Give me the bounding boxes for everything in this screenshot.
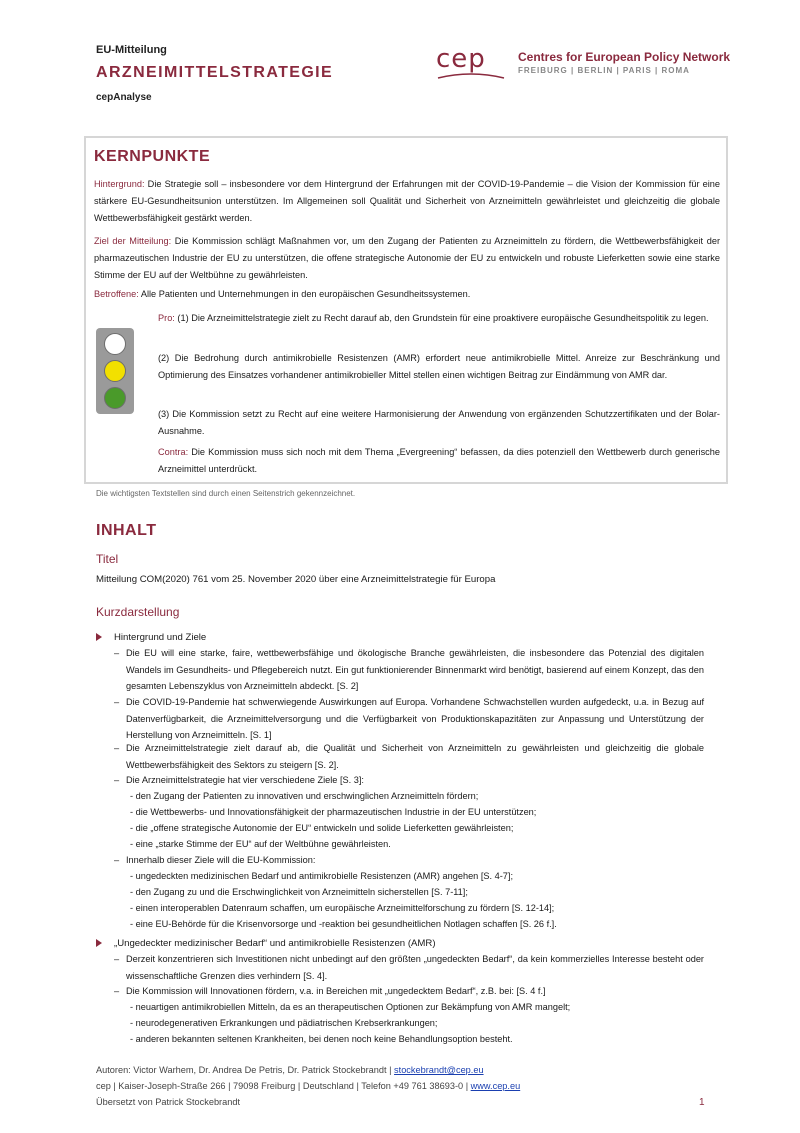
sub-list-item: - anderen bekannten seltenen Krankheiten, bei denen noch keine Behandlungsoption besteht.	[130, 1034, 513, 1044]
sub-list-item: - eine EU-Behörde für die Krisenvorsorge und -reaktion bei gesundheitlichen Notlagen schaffen [S. 26 f.].	[130, 919, 557, 929]
page-number: 1	[699, 1097, 705, 1108]
pro-paragraph-2: (2) Die Bedrohung durch antimikrobielle Resistenzen (AMR) erfordert neue antimikrobielle Mittel. Anreize zur Beschränkung und Optimierung des Einsatzes vorhandener antimikrobieller Mittel stellen einen wichtigen Beitrag zur Eindämmung von AMR dar.	[158, 353, 720, 380]
sub-list-item: - neuartigen antimikrobiellen Mitteln, da es an therapeutischen Optionen zur Bekämpfung von AMR mangelt;	[130, 1002, 571, 1012]
footnote: Die wichtigsten Textstellen sind durch einen Seitenstrich gekennzeichnet.	[96, 489, 356, 498]
sub-list-item: - die „offene strategische Autonomie der EU“ entwickeln und solide Lieferketten gewährleisten;	[130, 823, 514, 833]
analysis-label: cepAnalyse	[96, 92, 152, 103]
bullet-background-goals	[96, 632, 206, 643]
traffic-light-yellow	[104, 360, 126, 382]
affected-label: Betroffene:	[94, 289, 139, 299]
list-item-text: Die Arzneimittelstrategie zielt darauf ab, die Qualität und Sicherheit von Arzneimitteln zu gewährleisten und gleichzeitig die globale Wettbewerbsfähigkeit des Sektors zu steigern [S. 2].	[126, 743, 704, 770]
list-item-text: Die COVID-19-Pandemie hat schwerwiegende Auswirkungen auf Europa. Vorhandene Schwachstellen wurden aufgedeckt, u.a. in Bezug auf Datenverfügbarkeit, die Arzneimittelversorgung und die Verfügbarkeit von Produktionskapazitäten zur Anpassung und Unterstützung der Herstellung von Arzneimitteln. [S. 1]	[126, 697, 704, 740]
sub-list-item: - den Zugang der Patienten zu innovativen und erschwinglichen Arzneimitteln fördern;	[130, 791, 479, 801]
eu-label: EU-Mitteilung	[96, 44, 167, 56]
list-item-text: Innerhalb dieser Ziele will die EU-Kommission:	[126, 855, 316, 865]
sub-list-item: - einen interoperablen Datenraum schaffen, um europäische Arzneimittelforschung zu fördern [S. 12-14];	[130, 903, 555, 913]
list-item: – Derzeit konzentrieren sich Investitionen nicht unbedingt auf den größten „ungedeckten Bedarf“, da kein kommerzielles Interesse besteht oder wissenschaftliche Grenzen dies verhindern [S. 4].	[114, 951, 704, 984]
triangle-bullet-icon	[96, 633, 102, 641]
list-item-text: Die EU will eine starke, faire, wettbewerbsfähige und ökologische Branche gewährleisten, die insbesondere das Potenzial des digitalen Wandels im Gesundheits- und Pflegebereich nutzt. Ein gut funktionierender Binnenmarkt wird benötigt, basierend auf einem Konzept, das den gesamten Lebenszyklus von Arzneimitteln abdeckt. [S. 2]	[126, 648, 704, 691]
cep-logo	[436, 44, 736, 84]
footer-authors	[96, 1065, 484, 1075]
footer-authors-text: Autoren: Victor Warhem, Dr. Andrea De Petris, Dr. Patrick Stockebrandt |	[96, 1065, 395, 1075]
list-item-text: Derzeit konzentrieren sich Investitionen nicht unbedingt auf den größten „ungedeckten Bedarf“, da kein kommerzielles Interesse besteht oder wissenschaftliche Grenzen dies verhindern [S. 4].	[126, 954, 704, 981]
sub-list-item: - eine „starke Stimme der EU“ auf der Weltbühne gewährleisten.	[130, 839, 391, 849]
list-item: – Die Kommission will Innovationen fördern, v.a. in Bereichen mit „ungedecktem Bedarf“, z.B. bei: [S. 4 f.]	[114, 983, 704, 1000]
titel-heading: Titel	[96, 552, 119, 566]
footer-translator: Übersetzt von Patrick Stockebrandt	[96, 1097, 241, 1107]
logo-swoosh-icon	[436, 72, 506, 82]
logo-name: Centres for European Policy Network	[518, 50, 731, 64]
goal-label: Ziel der Mitteilung:	[94, 236, 172, 246]
content-title: INHALT	[96, 522, 157, 539]
list-item-text: Die Kommission will Innovationen fördern, v.a. in Bereichen mit „ungedecktem Bedarf“, z.B. bei: [S. 4 f.]	[126, 986, 546, 996]
traffic-light-white	[104, 333, 126, 355]
goal-paragraph	[94, 233, 720, 284]
pro-paragraph-1	[158, 310, 720, 327]
sub-list-item: - neurodegenerativen Erkrankungen und pädiatrischen Krebserkrankungen;	[130, 1018, 438, 1028]
key-points-title: KERNPUNKTE	[94, 148, 211, 165]
bullet-background-goals-label: Hintergrund und Ziele	[114, 632, 207, 643]
contra-text: Die Kommission muss sich noch mit dem Thema „Evergreening“ befassen, da dies potenziell den Wettbewerb durch generische Arzneimittel unterdrückt.	[158, 447, 720, 474]
contra-paragraph	[158, 444, 720, 478]
pro-text-1: (1) Die Arzneimittelstrategie zielt zu Recht darauf ab, den Grundstein für eine proaktivere europäische Gesundheitspolitik zu legen.	[174, 313, 709, 323]
list-item: – Die Arzneimittelstrategie zielt darauf ab, die Qualität und Sicherheit von Arzneimitteln zu gewährleisten und gleichzeitig die globale Wettbewerbsfähigkeit des Sektors zu steigern [S. 2].	[114, 740, 704, 773]
summary-heading: Kurzdarstellung	[96, 605, 180, 619]
key-points-box	[84, 136, 728, 484]
document-title: ARZNEIMITTELSTRATEGIE	[96, 64, 334, 81]
website-link[interactable]: www.cep.eu	[470, 1081, 521, 1091]
triangle-bullet-icon	[96, 939, 102, 947]
bullet-unmet-need-label: „Ungedeckter medizinischer Bedarf“ und antimikrobielle Resistenzen (AMR)	[114, 938, 436, 949]
traffic-light-green	[104, 387, 126, 409]
pro-paragraph-3: (3) Die Kommission setzt zu Recht auf eine weitere Harmonisierung der Anwendung von ergänzenden Schutzzertifikaten und der Bolar-Ausnahme.	[158, 409, 720, 436]
bullet-unmet-need	[96, 938, 436, 949]
list-item: – Innerhalb dieser Ziele will die EU-Kommission:	[114, 852, 704, 869]
titel-text: Mitteilung COM(2020) 761 vom 25. November 2020 über eine Arzneimittelstrategie für Europa	[96, 574, 496, 585]
contra-label: Contra:	[158, 447, 189, 457]
footer-address	[96, 1081, 520, 1091]
logo-cities: FREIBURG | BERLIN | PARIS | ROMA	[518, 66, 690, 75]
pro-label: Pro:	[158, 313, 175, 323]
sub-list-item: - den Zugang zu und die Erschwinglichkeit von Arzneimitteln sicherstellen [S. 7-11];	[130, 887, 468, 897]
background-text: Die Strategie soll – insbesondere vor dem Hintergrund der Erfahrungen mit der COVID-19-Pandemie – die Vision der Kommission für eine stärkere EU-Gesundheitsunion unterstützen. Im Allgemeinen soll Qualität und Sicherheit von Arzneimitteln gewährleistet und gleichzeitig die globale Wettbewerbsfähigkeit gestärkt werden.	[94, 179, 720, 223]
sub-list-item: - die Wettbewerbs- und Innovationsfähigkeit der pharmazeutischen Industrie in der EU unterstützen;	[130, 807, 537, 817]
footer-address-text: cep | Kaiser-Joseph-Straße 266 | 79098 Freiburg | Deutschland | Telefon +49 761 38693-0 |	[96, 1081, 471, 1091]
goal-text: Die Kommission schlägt Maßnahmen vor, um den Zugang der Patienten zu Arzneimitteln zu fördern, die Wettbewerbsfähigkeit der pharmazeutischen Industrie der EU zu unterstützen, die offene strategische Autonomie der EU zu entwickeln und robuste Lieferketten sowie eine starke Stimme der EU auf der Weltbühne zu gewährleisten.	[94, 236, 720, 280]
list-item-text: Die Arzneimittelstrategie hat vier verschiedene Ziele [S. 3]:	[126, 775, 364, 785]
document-header	[96, 44, 333, 103]
sub-list-item: - ungedeckten medizinischen Bedarf und antimikrobielle Resistenzen (AMR) angehen [S. 4-7];	[130, 871, 514, 881]
background-label: Hintergrund:	[94, 179, 145, 189]
logo-wordmark: cep	[436, 44, 486, 74]
list-item: – Die Arzneimittelstrategie hat vier verschiedene Ziele [S. 3]:	[114, 772, 704, 789]
author-email-link[interactable]: stockebrandt@cep.eu	[394, 1065, 484, 1075]
affected-text: Alle Patienten und Unternehmungen in den europäischen Gesundheitssystemen.	[138, 289, 471, 299]
list-item: – Die EU will eine starke, faire, wettbewerbsfähige und ökologische Branche gewährleisten, die insbesondere das Potenzial des digitalen Wandels im Gesundheits- und Pflegebereich nutzt. Ein gut funktionierender Binnenmarkt wird benötigt, basierend auf einem Konzept, das den gesamten Lebenszyklus von Arzneimitteln abdeckt. [S. 2]	[114, 645, 704, 695]
background-paragraph	[94, 176, 720, 227]
list-item: – Die COVID-19-Pandemie hat schwerwiegende Auswirkungen auf Europa. Vorhandene Schwachstellen wurden aufgedeckt, u.a. in Bezug auf Datenverfügbarkeit, die Arzneimittelversorgung und die Verfügbarkeit von Produktionskapazitäten zur Anpassung und Unterstützung der Herstellung von Arzneimitteln. [S. 1]	[114, 694, 704, 744]
affected-paragraph	[94, 286, 720, 303]
traffic-light-icon	[96, 328, 134, 414]
